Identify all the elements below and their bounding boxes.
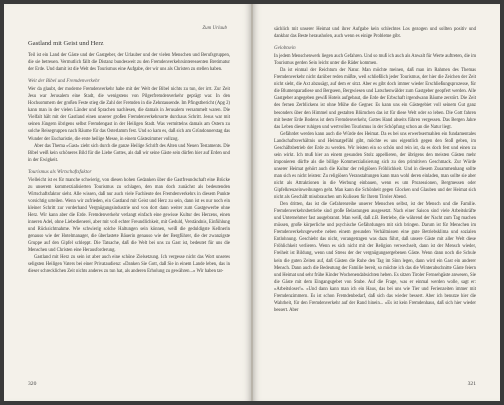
paragraph: Gastland mit Herz zu sein ist aber auch eine schöne Zielsetzung. Ich vergesse nicht das Wort unseres seligsten Heiligen Vaters bei einer Privataudienz: »Danken Sie Gott, daß Sie in einem Lande leben, das in dieser schrecklichen Zeit nichts anderes zu tun hat, als anderen Erholung zu gewähren...« Wir haben tat- (28, 255, 230, 275)
running-head: Zum Urlaub (202, 26, 227, 31)
paragraph: Gefährdet werden kann auch die Würde des Heimat. Da es bei uns erwerbsermahlen ein fundamentales Landschaftsverhältnis und Heimatgefühl gibt, möchte es uns eigentlich gegen den Stoß geben, im Geschäftsbetrieb der Erde zu werden. Wir leisten ein so schön und rein ist, da es doch fest und einen zu sein wirkt. Ich muß hier an einem gesunden Stolz appellieren, der übrigens den meisten Gästen mehr imponieren dürfte als die billige Kommerzialisierung sich zu den primitiven Geschmack. Zur Würde unserer Heimat gehört auch die Kultur der religiösen Fröhlichkeit. Und in diesem Zusammenhang sollte man sich es nicht leisten: Zu religiösen Veranstaltungen kann man wohl deren einladen, man sollte sie aber nicht als Attraktionen in die Werbung einbauen, wenn es um Prozessionen, Bergmessen oder Gipfelkreuzeinweihungen geht. Man kann die Schönheit gegen Glocken und Glauben und der Heimat sich nicht als Geschäft missbrauchen um Kulissen für Ihrem Tiroler Abend. (274, 131, 476, 201)
paragraph: Da ist einmal der Reichtum der Natur. Man möchte meinen, daß man im Rahmen des Themas Fremdenverkehr nicht darüber reden müßte, weil schließlich jeder Tourismus, der hier die Zeichen der Zeit nicht sieht, die Axt abzusägt, auf dem er sitzt. Aber es gibt doch immer wieder Erschließungsprozesse, für die Blumenparadiese und Bergseen, Bergwiesen und Latschenwälder zum Gastgeber geopfert werden. Alle Gastgeber angegeben gewiß Hotels aufgebaut, die Erde der Erbschaft irgendwann Bäume zerstört. Die Zeit des fernen Zerblickens ist ohne Mühe die Gegner. Es kann uns ein Gästegebiet voll seinem Gut ganz besonders über den Himmel und gestalten Blümchen das ist für diese Welt oder so leben. Die Gott fahren mit bester Erde Bodens ist dem Fremdenverkehr, Gottes Hand abseits führen vergessen. Das Bergen Jahre das Leben dieser ruhigen und wertvollen Tourismus in der Schöpfung schon an die Natur liegt. (274, 68, 476, 130)
right-page-text (274, 26, 476, 314)
page-number: 320 (28, 381, 37, 387)
section-heading: Gelobtsein (274, 46, 296, 52)
paragraph: Den dritten, das ist die Gefahrenreihe unserer Menschen selbst, ist der Mensch und die Familie. Fremdenverkehrsbetriebe sind große Belastungen ausgesetzt. Nach einer Saison sind viele Arbeitskräfte und Unternehmer fast ausgebrannt. Man weiß, daß z.B. Betriebe, die während der Nacht zum Tag machen müssen, große körperliche und psychische Gefährdungen mit sich bringen. Darum ist für Menschen im Fremdenverkehrsgewerbe neben einem gesunden Verhältnissen eine gute Betriebsklima und sozialen Entlohnung. Geschieht das nicht, vorangetragen was dazu führt, daß unsere Gäste mit aller Welt diese Fröhlichkeit verlieren. Wenn es sich nicht mit der Religion verwechselt, dann ist der Mensch wieder, Freiheit ist Bildung, wenn und Stress der der vergnügungsergebenen Gäste. Wenn dann noch die Schule kein die guten Zeiten auf, daß Gästen die Ruhe den Tag im Sinn legen, dann wird ein Gast ein anderer Mensch. Dann auch die Bedeutung der Familie bereit, so möchte ich das die Winterabschnitte Gäste feiern und Heimat und sehr frühe Kinder Wochenendabsichten heben. Es sitzen Tiroler Fernsehgäste anwesen, Sie die Gäste mit dem Eingangsgebet von Stube. Auf die Frage, was er einmal werden wolle, sagt er: »Arbeitsloser!«. »Und dann kann man ich ein Haus, das bei uns wie Tier und Ferienzeiten immer mit Fremdenzimmern. Es ist schon Fremdenbedarf, daß sich das wieder bessert. Aber ich benutze hier die Wahrheit, für den Fremdenverkehr auf der Rand hinein... «Es ist kein Fremdenhaus, daß sich hier wieder bessert. Aber (274, 202, 476, 313)
paragraph: sächlich mit unserer Heimat und ihrer Aufgabe kein schlechtes Los gezogen und sollten positiv und dankbar das Beste herausholen, auch wenn es einige Probleme gibt. (274, 27, 476, 40)
right-page (253, 4, 500, 401)
page-number: 321 (467, 381, 476, 387)
section-heading: Tourismus als Wirtschaftsfaktor (28, 169, 92, 175)
left-page (4, 4, 251, 401)
paragraph: Wer da glaubt, der moderne Fremdenverkehr habe mit der Welt der Bibel nichts zu tun, der irrt. Zur Zeit Jesu war Jerusalem eine Stadt, die wenigstens von Pilgerfremdenverkehr geprägt war. In den Hochsommern der großen Feste stieg die Zahl der Fremden in die Zehntausende. Im Pfingstbericht (Apg 2) kann man in der vielen Länder und Sprachen nachlesen, die damals in Jerusalem versammelt waren. Die Vielfalt hält mit der Gastland einen unserer großen Fremdenverkehrsorte durchaus Schritt. Jesus war mit seinen Jüngern übrigens selbst Fremdengast in der Heiligen Stadt. Was vermittelns damals am Ostern zu solche Reisegruppen nach Räume für das Osterlamm fest. Und so kam es, daß sich am Gründonnerstag das Wunder der Eucharistie, die erste heilige Messe, in einem Gästezimmer vollzog. (28, 87, 230, 142)
chapter-title: Gastland mit Geist und Herz (28, 40, 104, 47)
paragraph: Aber das Thema »Gast« zieht sich durch die ganze Heilige Schrift des Alten und Neuen Testaments. Die Bibel weiß kein schöneres Bild für die Liebe Gottes, als daß wir seine Gäste sein dürfen hier auf Erden und in der Ewigkeit. (28, 143, 230, 163)
book-spread (4, 4, 500, 401)
section-heading: Weit der Bibel und Fremdenverkehr (28, 79, 100, 85)
paragraph: Vielleicht ist es für manche schwierig, von diesen hohen Gedanken über die Gastfreundschaft eine Brücke zu unserem kommerzialisierten Tourismus zu schlagen, den man doch zunächst als bedeutenden Wirtschaftsfaktor sieht. Alle wissen, daß nur auch viele Fachleute des Fremdenverkehrs in diesem Punkte vorsichtig urteilen. Wenn wir zufrieden, ein Gastland mit Geist und Herz zu sein, dann ist es nur noch ein kleiner Schritt zur vorderhand Vergnügungsindustrie und von dort dann weiter zum Gastgewerbe ohne Herz. Wir kann aber die Erde. Fremdenverkehr verlangt einfach eine gewisse Kultur des Herzens, einen inneren Adel, ohne Liebedienerei, aber mit voll echter Freundlichkeit, mit Geduld, Verständnis, Einfühlung und Rücksichtnahme. Wie schwierig solche Haltungen sein können, weiß die geduldigste Kellnerin genauso wie der Hotelmanager, die überlastete Bäuerin genauso wie der Bergführer, die der zwanzigste Gruppe auf den Gipfel schleppt. Die Tatsache, daß die Welt bei uns zu Gast ist, bedeutet für uns die Menschen und Christen eine Herausforderung. (28, 177, 230, 254)
left-page-text (28, 26, 230, 275)
paragraph: Teil ist ein Land der Gäste und der Gastgeber, der Urlauber und der vielen Menschen und Berufsgruppen, die sie betreuen. Vermutlich fällt die Distanz bundesweit zu den Fremdenverkehrsinteressenten Bretimatur der Erde. Und damit ist die Welt des Tourismus eine Aufgabe, der wir uns als Christen zu stellen haben. (28, 53, 230, 73)
paragraph: In jedem Menschenwerk liegen auch Gefahren. Und so muß ich auch als Anwalt für Werte auftreten, die im Tourismus gerden Sein leicht unter die Räder kommen. (274, 54, 476, 67)
